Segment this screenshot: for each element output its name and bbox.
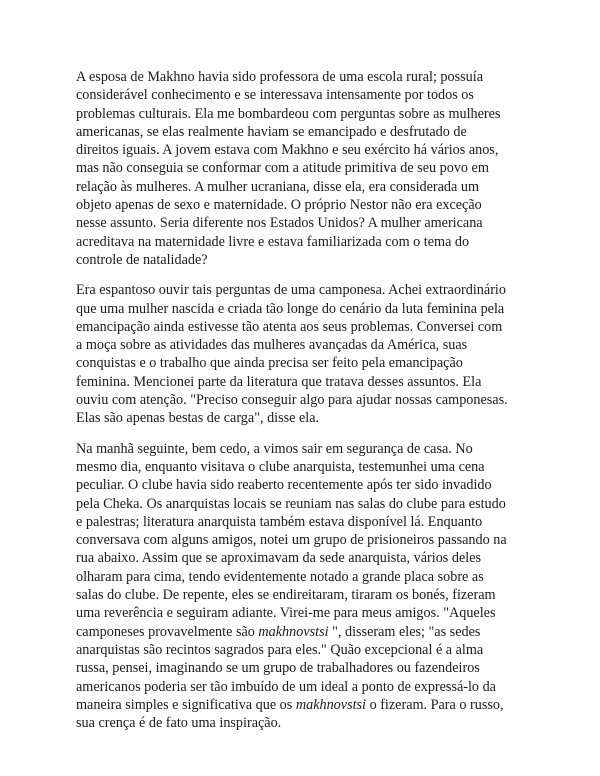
- text-line: A esposa de Makhno havia sido professora de uma escola rural; possuía: [76, 69, 483, 85]
- text-line: mesmo dia, enquanto visitava o clube anarquista, testemunhei uma cena: [76, 458, 485, 475]
- text-line: Na manhã seguinte, bem cedo, a vimos sair em segurança de casa. No: [76, 440, 473, 457]
- text-line: olharam para cima, tendo evidentemente notado a grande placa sobre as: [76, 568, 484, 585]
- text-line: problemas culturais. Ela me bombardeou com perguntas sobre as mulheres: [76, 105, 501, 122]
- text-line: americanas, se elas realmente haviam se emancipado e desfrutado de: [76, 123, 467, 140]
- document-page: [76, 68, 532, 744]
- text-line: acreditava na maternidade livre e estava familiarizada com o tema do: [76, 233, 470, 250]
- text-line: e palestras; literatura anarquista também estava disponível lá. Enquanto: [76, 513, 483, 530]
- text-line: nesse assunto. Seria diferente nos Estados Unidos? A mulher americana: [76, 215, 483, 232]
- text-line: Elas são apenas bestas de carga", disse ela.: [76, 410, 320, 427]
- paragraph-3: [76, 440, 532, 733]
- text-line: objeto apenas de sexo e maternidade. O próprio Nestor não era exceção: [76, 197, 482, 214]
- text-line: ouviu com atenção. "Preciso conseguir algo para ajudar nossas camponesas.: [76, 392, 508, 409]
- text-line: maneira simples e significativa que os makhnovstsi o fizeram. Para o russo,: [76, 696, 504, 713]
- paragraph-1: [76, 68, 532, 269]
- text-line: controle de natalidade?: [76, 251, 208, 268]
- text-line: pela Cheka. Os anarquistas locais se reuniam nas salas do clube para estudo: [76, 495, 506, 512]
- italic-term: makhnovstsi: [295, 696, 367, 713]
- text-line: anarquistas são recintos sagrados para eles." Quão excepcional é a alma: [76, 641, 484, 658]
- text-line: peculiar. O clube havia sido reaberto recentemente após ter sido invadido: [76, 477, 492, 494]
- text-line: que uma mulher nascida e criada tão longe do cenário da luta feminina pela: [76, 300, 505, 317]
- text-line: conversava com alguns amigos, notei um grupo de prisioneiros passando na: [76, 532, 507, 549]
- text-line: sua crença é de fato uma inspiração.: [76, 715, 282, 732]
- text-line: Era espantoso ouvir tais perguntas de uma camponesa. Achei extraordinário: [76, 282, 506, 299]
- text-line: feminina. Mencionei parte da literatura que tratava desses assuntos. Ela: [76, 373, 482, 390]
- text-line: salas do clube. De repente, eles se endireitaram, tiraram os bonés, fizeram: [76, 587, 496, 604]
- text-line: russa, pensei, imaginando se um grupo de trabalhadores ou fazendeiros: [76, 660, 480, 677]
- text-line: camponeses provavelmente são makhnovstsi ", disseram eles; "as sedes: [76, 623, 481, 640]
- text-line: relação às mulheres. A mulher ucraniana, disse ela, era considerada um: [76, 178, 479, 195]
- text-line: direitos iguais. A jovem estava com Makhno e seu exército há vários anos,: [76, 142, 499, 159]
- text-line: conquistas e o trabalho que ainda precisa ser feito pela emancipação: [76, 355, 463, 372]
- text-line: mas não conseguia se conformar com a atitude primitiva de seu povo em: [76, 160, 489, 177]
- italic-term: makhnovstsi: [258, 623, 329, 640]
- paragraph-2: [76, 281, 532, 427]
- text-line: a moça sobre as atividades das mulheres avançadas da América, suas: [76, 337, 468, 354]
- text-line: considerável conhecimento e se interessava intensamente por todos os: [76, 87, 474, 104]
- text-line: rua abaixo. Assim que se aproximavam da sede anarquista, vários deles: [76, 550, 482, 567]
- text-line: uma reverência e seguiram adiante. Virei-me para meus amigos. "Aqueles: [76, 605, 496, 622]
- text-line: americanos poderia ser tão imbuído de um ideal a ponto de expressá-lo da: [76, 678, 496, 695]
- text-line: emancipação ainda estivesse tão atenta aos seus problemas. Conversei com: [76, 318, 503, 335]
